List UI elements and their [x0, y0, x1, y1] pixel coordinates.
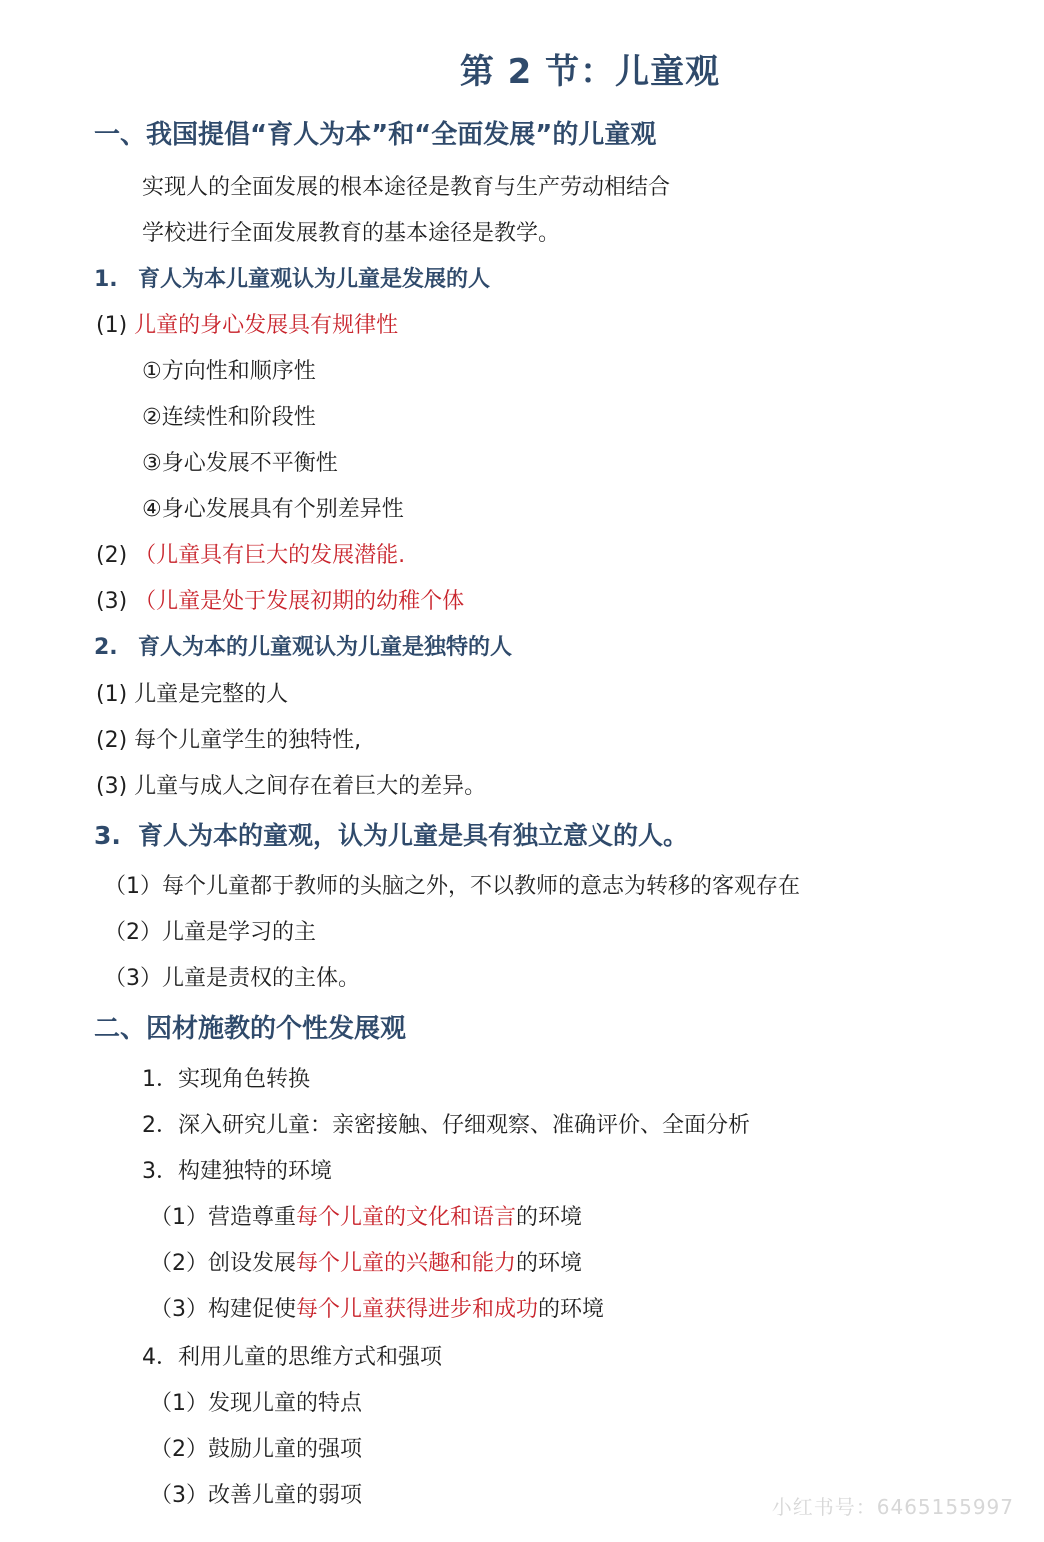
- watermark: 小红书号：6465155997: [771, 1495, 1014, 1519]
- sub1-item-3-text: （儿童是处于发展初期的幼稚个体: [134, 589, 465, 614]
- sub2-item-2: (2) 每个儿童学生的独特性,: [96, 728, 362, 753]
- env-item-3-pre: （3）构建促使: [150, 1297, 296, 1322]
- env-item-1-post: 的环境: [516, 1205, 583, 1230]
- sub1-item-2-text: （儿童具有巨大的发展潜能.: [134, 543, 406, 568]
- sub1-item-1-text: 儿童的身心发展具有规律性: [134, 313, 399, 338]
- sub1-item-3-prefix: (3): [96, 589, 128, 614]
- sub2-heading-text: 育人为本的儿童观认为儿童是独特的人: [138, 635, 513, 660]
- point-1: ①方向性和顺序性: [142, 359, 316, 384]
- section2-item-3: 3．构建独特的环境: [142, 1159, 332, 1184]
- env-item-2: [150, 1246, 582, 1277]
- sub1-number: 1.: [94, 267, 118, 292]
- env-item-1-highlight: 每个儿童的文化和语言: [296, 1205, 517, 1230]
- sub1-heading: [94, 262, 490, 293]
- env-item-2-highlight: 每个儿童的兴趣和能力: [296, 1251, 517, 1276]
- page-title: 第 2 节：儿童观: [459, 52, 721, 92]
- strength-item-2: （2）鼓励儿童的强项: [150, 1437, 362, 1462]
- sub3-item-2: （2）儿童是学习的主: [104, 920, 316, 945]
- sub1-item-3: [96, 584, 464, 615]
- sub1-item-2-prefix: (2): [96, 543, 128, 568]
- env-item-3: [150, 1292, 604, 1323]
- sub2-number: 2.: [94, 635, 118, 660]
- sub3-item-1: （1）每个儿童都于教师的头脑之外，不以教师的意志为转移的客观存在: [104, 874, 800, 899]
- sub3-heading: [94, 816, 688, 852]
- strength-item-1: （1）发现儿童的特点: [150, 1391, 362, 1416]
- point-4: ④身心发展具有个别差异性: [142, 497, 404, 522]
- env-item-2-pre: （2）创设发展: [150, 1251, 296, 1276]
- sub2-item-3: (3) 儿童与成人之间存在着巨大的差异。: [96, 774, 487, 799]
- sub3-heading-text: 育人为本的童观，认为儿童是具有独立意义的人。: [138, 821, 689, 850]
- env-item-1: [150, 1200, 582, 1231]
- sub3-item-3: （3）儿童是责权的主体。: [104, 966, 360, 991]
- sub2-heading: [94, 630, 512, 661]
- intro-line-2: 学校进行全面发展教育的基本途径是教学。: [142, 221, 561, 246]
- env-item-3-highlight: 每个儿童获得进步和成功: [296, 1297, 539, 1322]
- env-item-1-pre: （1）营造尊重: [150, 1205, 296, 1230]
- section2-item-1: 1．实现角色转换: [142, 1067, 310, 1092]
- sub1-heading-text: 育人为本儿童观认为儿童是发展的人: [138, 267, 491, 292]
- sub1-item-2: [96, 538, 405, 569]
- intro-line-1: 实现人的全面发展的根本途径是教育与生产劳动相结合: [142, 175, 671, 200]
- section2-item-2: 2．深入研究儿童：亲密接触、仔细观察、准确评价、全面分析: [142, 1113, 750, 1138]
- strength-item-3: （3）改善儿童的弱项: [150, 1483, 362, 1508]
- point-3: ③身心发展不平衡性: [142, 451, 338, 476]
- section2-heading: 二、因材施教的个性发展观: [94, 1014, 407, 1044]
- sub2-item-1: (1) 儿童是完整的人: [96, 682, 289, 707]
- section1-heading: 一、我国提倡“育人为本”和“全面发展”的儿童观: [94, 120, 657, 150]
- sub3-number: 3.: [94, 821, 121, 850]
- point-2: ②连续性和阶段性: [142, 405, 316, 430]
- env-item-2-post: 的环境: [516, 1251, 583, 1276]
- sub1-item-1: [96, 308, 398, 339]
- sub1-item-1-prefix: (1): [96, 313, 128, 338]
- section2-item-4: 4．利用儿童的思维方式和强项: [142, 1345, 442, 1370]
- env-item-3-post: 的环境: [538, 1297, 605, 1322]
